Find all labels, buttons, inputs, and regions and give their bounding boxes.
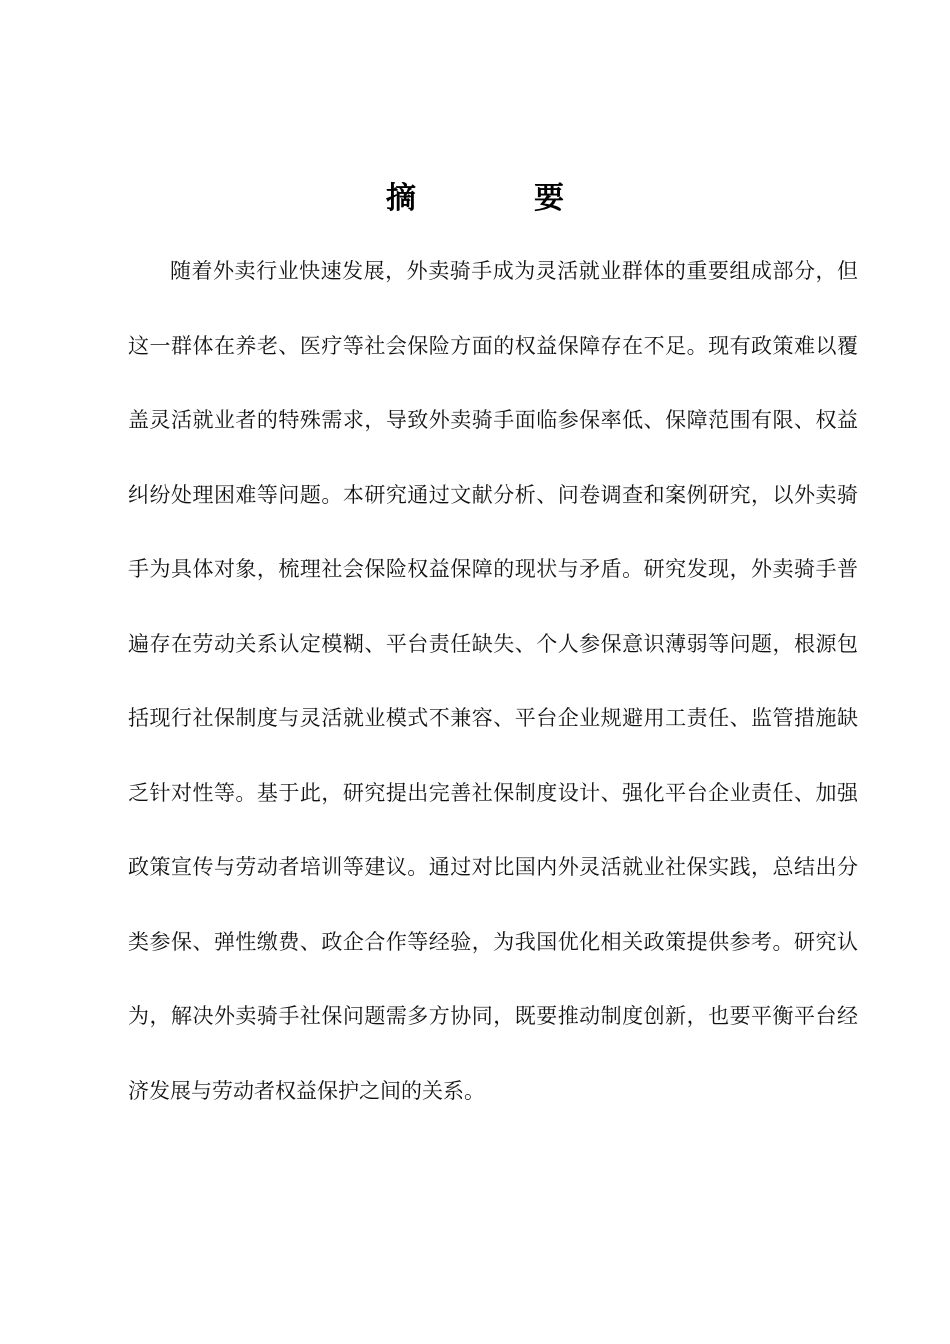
abstract-title: 摘 要 xyxy=(386,181,608,217)
abstract-body: 随着外卖行业快速发展，外卖骑手成为灵活就业群体的重要组成部分，但这一群体在养老、医疗等社会保险方面的权益保障存在不足。现有政策难以覆盖灵活就业者的特殊需求，导致外卖骑手面临参保率低、保障范围有限、权益纠纷处理困难等问题。本研究通过文献分析、问卷调查和案例研究，以外卖骑手为具体对象，梳理社会保险权益保障的现状与矛盾。研究发现，外卖骑手普遍存在劳动关系认定模糊、平台责任缺失、个人参保意识薄弱等问题，根源包括现行社保制度与灵活就业模式不兼容、平台企业规避用工责任、监管措施缺乏针对性等。基于此，研究提出完善社保制度设计、强化平台企业责任、加强政策宣传与劳动者培训等建议。通过对比国内外灵活就业社保实践，总结出分类参保、弹性缴费、政企合作等经验，为我国优化相关政策提供参考。研究认为，解决外卖骑手社保问题需多方协同，既要推动制度创新，也要平衡平台经济发展与劳动者权益保护之间的关系。 xyxy=(128,259,858,1103)
